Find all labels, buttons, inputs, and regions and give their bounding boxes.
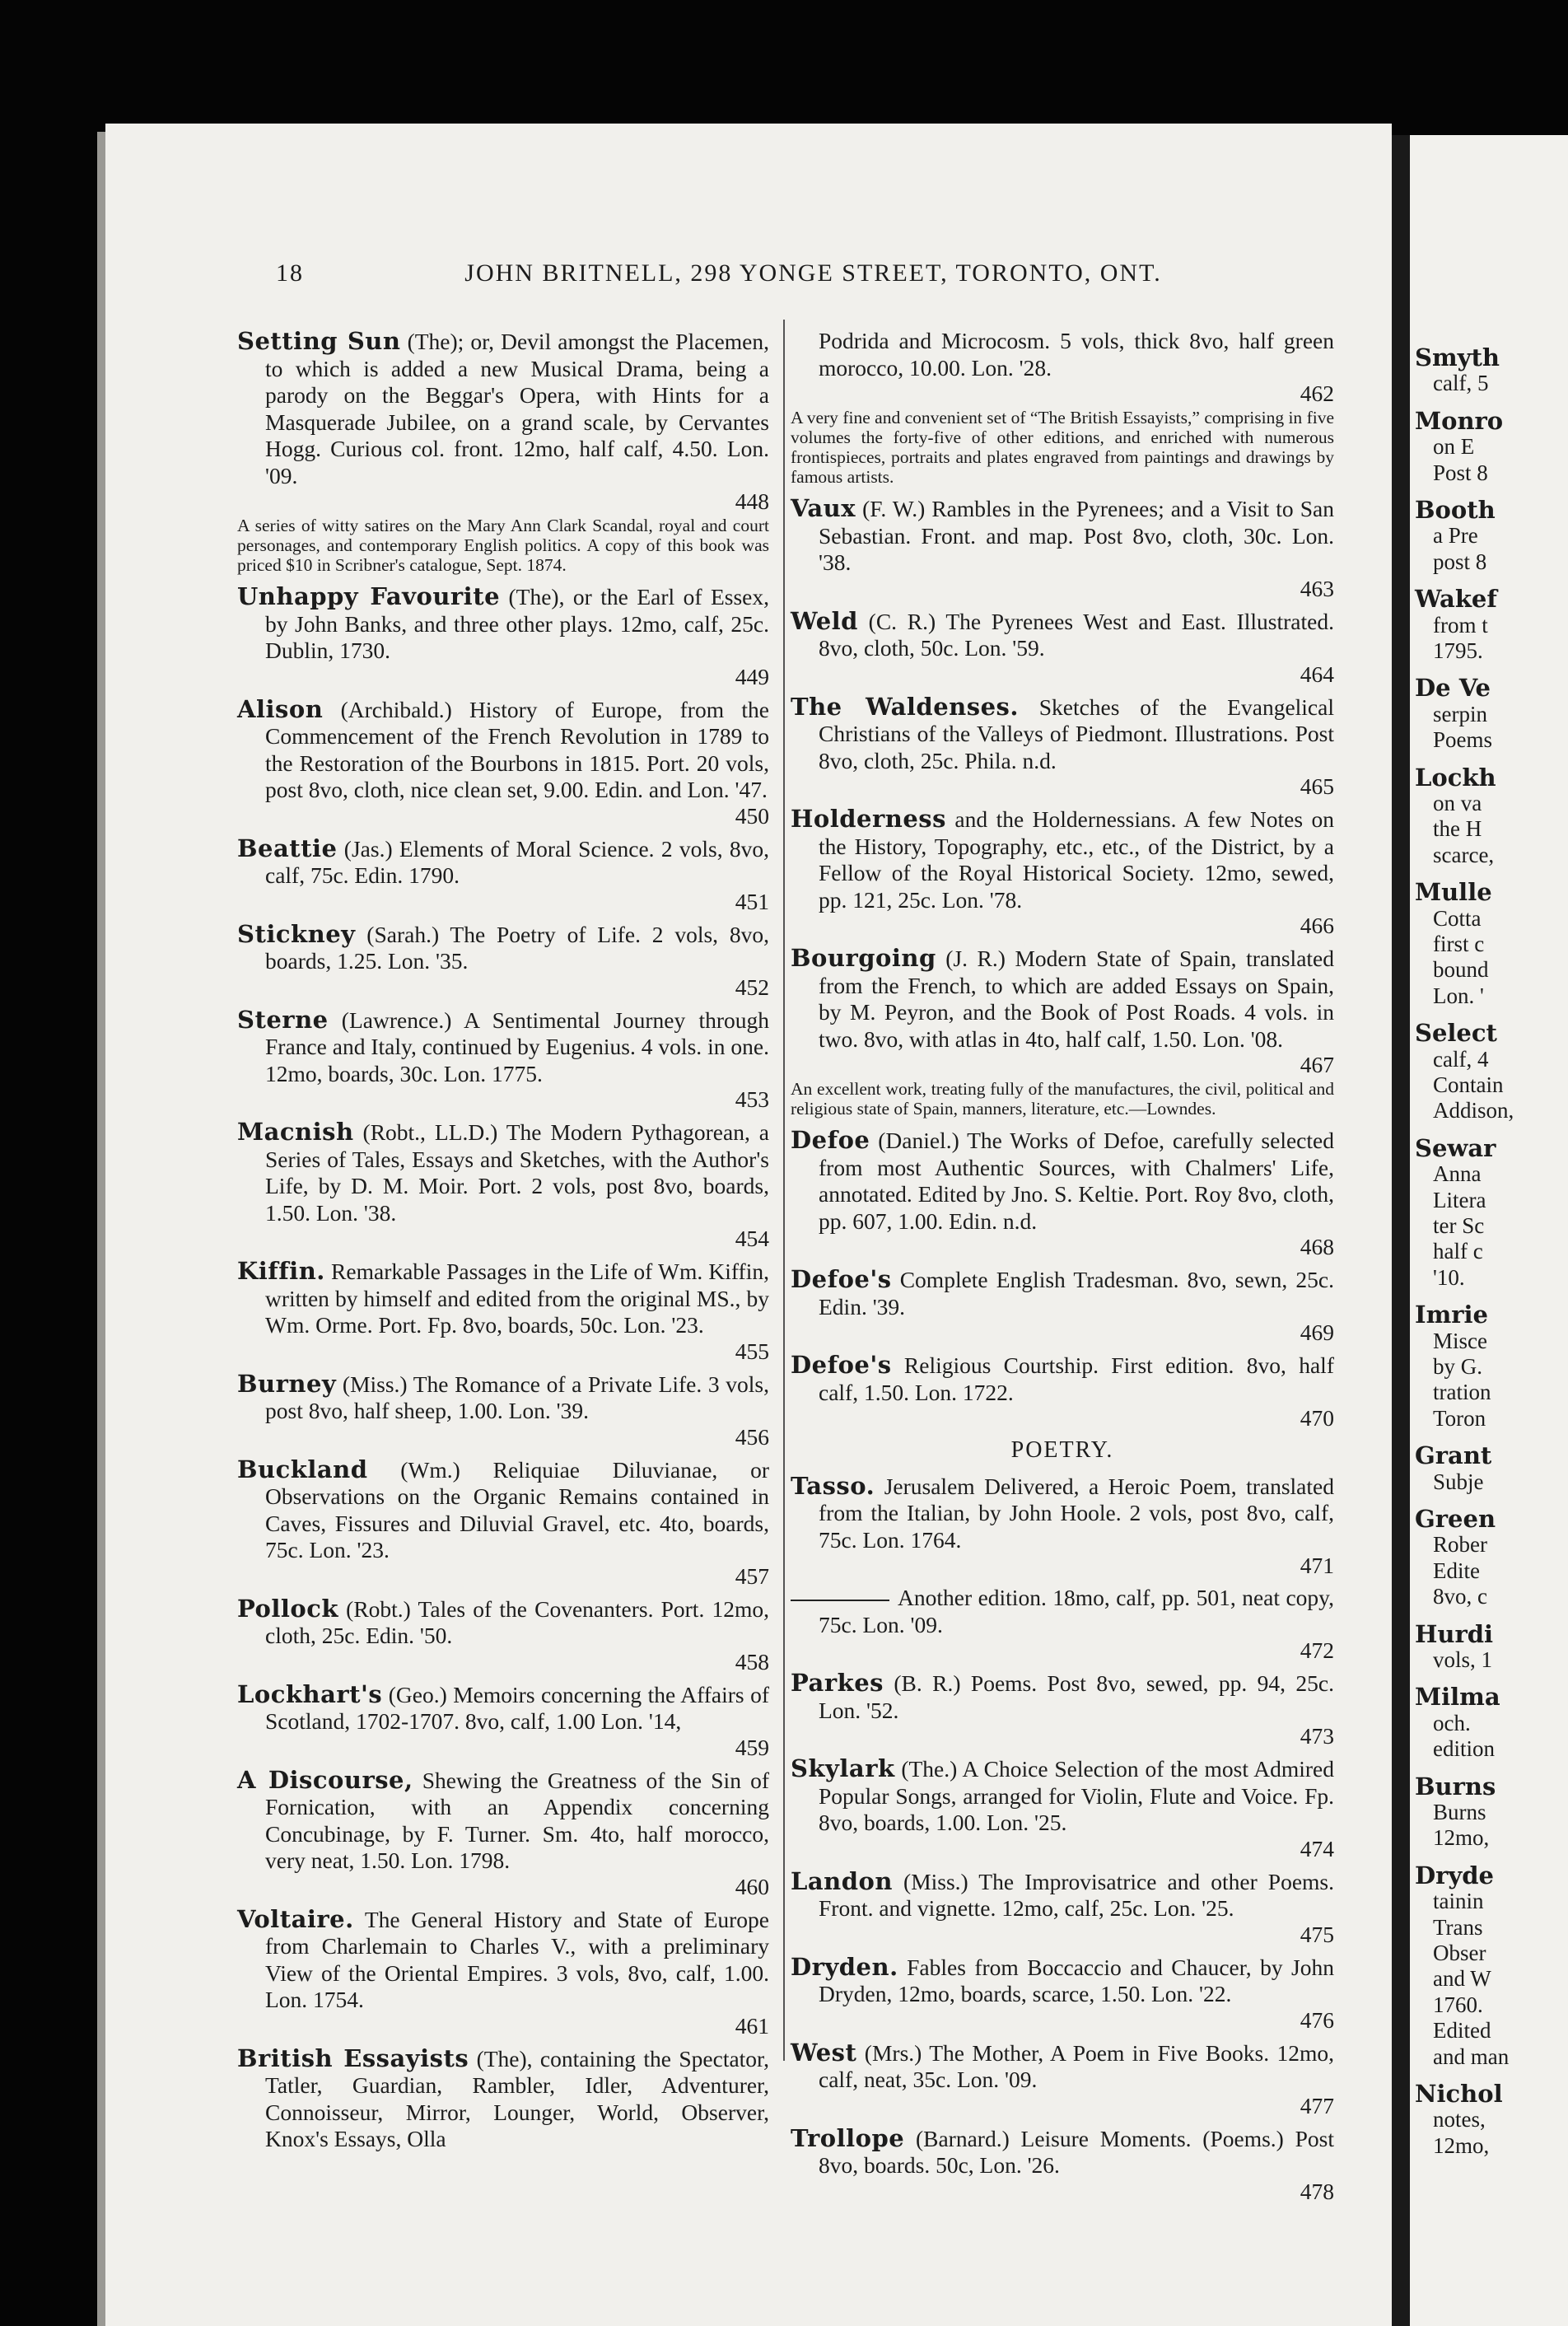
catalogue-entry xyxy=(791,945,1334,1119)
facing-page-fragment: calf, 5 xyxy=(1433,371,1489,396)
entry-text xyxy=(791,495,1334,577)
facing-page-fragment: Obser xyxy=(1433,1941,1486,1965)
entry-author: The Waldenses. xyxy=(791,692,1019,721)
lot-number: 470 xyxy=(1300,1405,1334,1431)
catalogue-entry xyxy=(791,1473,1334,1579)
facing-page-fragment: De Ve xyxy=(1415,674,1491,703)
catalogue-entry xyxy=(791,608,1334,687)
lot-number: 457 xyxy=(735,1562,769,1589)
entry-text xyxy=(791,1954,1334,2008)
facing-page-fragment: Wakef xyxy=(1415,585,1497,614)
lot-number: 475 xyxy=(1300,1921,1334,1947)
catalogue-entry xyxy=(791,694,1334,800)
entry-note: A series of witty satires on the Mary Ann Clark Scandal, royal and court personages, and contemporary English politics. A copy of this book was priced $10 in Scribner's catalogue, Sept. 1874. xyxy=(237,516,769,575)
facing-page-fragment: Sewar xyxy=(1415,1133,1496,1162)
entry-author: Defoe's xyxy=(791,1265,892,1293)
entry-description: Sketches of the Evangelical Christians of the Valleys of Piedmont. Illustrations. Post 8vo, cloth, 25c. Phila. n.d. xyxy=(819,694,1334,773)
book-spine-gutter xyxy=(1392,135,1410,2326)
lot-number: 449 xyxy=(735,663,769,689)
entry-description: (Miss.) The Romance of a Private Life. 3 vols, post 8vo, half sheep, 1.00. Lon. '39. xyxy=(265,1371,769,1423)
entry-author: Bourgoing xyxy=(791,944,936,972)
entry-description: and the Holdernessians. A few Notes on the History, Topography, etc., etc., of the District, by a Fellow of the Royal Historical Society. 12mo, sewed, pp. 121, 25c. Lon. '78. xyxy=(819,806,1334,913)
entry-author: Holderness xyxy=(791,805,946,833)
catalogue-entry xyxy=(237,1007,769,1113)
facing-page-fragment: Mulle xyxy=(1415,878,1492,907)
entry-description: The General History and State of Europe from Charlemain to Charles V., with a preliminary View of the Oriental Empires. 3 vols, 8vo, calf, 1.00. Lon. 1754. xyxy=(265,1906,769,2012)
facing-page-fragment: Anna xyxy=(1433,1161,1482,1187)
facing-page-fragment: Toron xyxy=(1433,1405,1486,1431)
lot-number: 468 xyxy=(1300,1234,1334,1259)
facing-page-fragment: Dryde xyxy=(1415,1861,1495,1889)
entry-description: Religious Courtship. First edition. 8vo, half calf, 1.50. Lon. 1722. xyxy=(819,1352,1334,1405)
lot-number: 458 xyxy=(735,1648,769,1674)
lot-number: 453 xyxy=(735,1086,769,1112)
lot-number: 455 xyxy=(735,1338,769,1364)
catalogue-entry xyxy=(791,1127,1334,1259)
catalogue-entry xyxy=(791,2039,1334,2118)
catalogue-entry xyxy=(237,1906,769,2039)
entry-author: Voltaire. xyxy=(237,1904,354,1933)
continued-entry xyxy=(791,328,1334,487)
facing-page-fragment: Rober xyxy=(1433,1532,1487,1558)
facing-page-fragment: a Pre xyxy=(1433,523,1478,549)
entry-author: Defoe's xyxy=(791,1351,892,1379)
lot-number: 474 xyxy=(1300,1835,1334,1861)
entry-description: (The.) A Choice Selection of the most Admired Popular Songs, arranged for Violin, Flute and Voice. Fp. 8vo, boards, 1.00. Lon. '25. xyxy=(819,1756,1334,1835)
entry-description: (Sarah.) The Poetry of Life. 2 vols, 8vo, boards, 1.25. Lon. '35. xyxy=(265,921,769,974)
entry-text xyxy=(791,2039,1334,2094)
facing-page-fragment: 12mo, xyxy=(1433,1825,1490,1851)
entry-text xyxy=(237,1119,769,1226)
facing-page-fragment: on E xyxy=(1433,434,1475,460)
entry-author: Defoe xyxy=(791,1126,870,1154)
facing-page-fragment: Edited xyxy=(1433,2018,1491,2043)
facing-page-fragment: Litera xyxy=(1433,1187,1486,1212)
facing-page-fragment: ter Sc xyxy=(1433,1213,1485,1238)
catalogue-entry xyxy=(237,1456,769,1589)
lot-number: 460 xyxy=(735,1873,769,1899)
facing-page-fragment: the H xyxy=(1433,816,1482,842)
entry-text xyxy=(791,1585,1334,1638)
facing-page-fragment: serpin xyxy=(1433,701,1487,726)
catalogue-entry xyxy=(791,495,1334,601)
lot-number: 469 xyxy=(1300,1319,1334,1345)
facing-page-fragment: 8vo, c xyxy=(1433,1584,1487,1609)
facing-page-fragment: scarce, xyxy=(1433,842,1495,867)
facing-page-fragment: half c xyxy=(1433,1239,1483,1264)
facing-page-fragment: Misce xyxy=(1433,1328,1487,1353)
right-entries xyxy=(791,495,1334,1431)
facing-page-fragment: Lon. ' xyxy=(1433,983,1484,1008)
facing-page-fragment: Burns xyxy=(1433,1800,1486,1824)
entry-description: (C. R.) The Pyrenees West and East. Illustrated. 8vo, cloth, 50c. Lon. '59. xyxy=(819,608,1334,661)
lot-number: 462 xyxy=(1300,381,1334,406)
facing-page-fragment: Subje xyxy=(1433,1469,1484,1494)
facing-page-fragment: notes, xyxy=(1433,2107,1486,2132)
facing-page-fragment: first c xyxy=(1433,932,1485,956)
catalogue-entry xyxy=(791,2125,1334,2204)
entry-text xyxy=(237,2045,769,2153)
facing-page-fragment: Imrie xyxy=(1415,1301,1488,1329)
lot-number: 464 xyxy=(1300,661,1334,687)
catalogue-entry xyxy=(237,1595,769,1674)
catalogue-entry xyxy=(237,1681,769,1760)
facing-page-fragment: Booth xyxy=(1415,496,1496,524)
catalogue-entry xyxy=(237,921,769,1000)
facing-page-fragment: Edite xyxy=(1433,1558,1480,1583)
entry-description: (Barnard.) Leisure Moments. (Poems.) Post 8vo, boards. 50c, Lon. '26. xyxy=(819,2125,1334,2178)
lot-number: 466 xyxy=(1300,913,1334,938)
entry-description: (The), containing the Spectator, Tatler, Guardian, Rambler, Idler, Adventurer, Connoisseur, Mirror, Lounger, World, Observer, Knox's Essays, Olla xyxy=(265,2045,769,2151)
entry-description: Complete English Tradesman. 8vo, sewn, 25c. Edin. '39. xyxy=(819,1267,1334,1319)
entry-text xyxy=(237,1258,769,1339)
entry-text xyxy=(791,1755,1334,1837)
facing-page-fragment: Nichol xyxy=(1415,2080,1503,2108)
column-divider xyxy=(783,320,785,2061)
entry-text xyxy=(791,1127,1334,1235)
entry-author: Landon xyxy=(791,1866,893,1895)
facing-page-fragment: tration xyxy=(1433,1380,1491,1405)
facing-page-fragment: tainin xyxy=(1433,1889,1484,1914)
entry-text xyxy=(237,328,769,489)
entry-author: Unhappy Favourite xyxy=(237,582,501,610)
entry-author: West xyxy=(791,2038,857,2067)
entry-text xyxy=(791,694,1334,775)
lot-number: 473 xyxy=(1300,1723,1334,1749)
lot-number: 477 xyxy=(1300,2092,1334,2118)
entry-description: (Archibald.) History of Europe, from the Commencement of the French Revolution in 1789 to the Restoration of the Bourbons in 1815. Port. 20 vols, post 8vo, cloth, nice clean set, 9.00. Edin. and Lon. '47. xyxy=(265,696,769,802)
entry-author: Tasso. xyxy=(791,1471,875,1500)
section-heading: POETRY. xyxy=(1010,1437,1114,1463)
facing-page-fragment: Post 8 xyxy=(1433,460,1488,485)
entry-text xyxy=(791,1868,1334,1922)
facing-page-fragment: Green xyxy=(1415,1505,1496,1533)
lot-number: 448 xyxy=(735,488,769,514)
running-title: JOHN BRITNELL, 298 YONGE STREET, TORONTO, ONT. xyxy=(464,259,1162,287)
entry-text xyxy=(791,1473,1334,1554)
facing-page-fragment: Milma xyxy=(1415,1683,1500,1712)
facing-page-fragment: Lockh xyxy=(1415,763,1496,792)
entry-description: (Jas.) Elements of Moral Science. 2 vols, 8vo, calf, 75c. Edin. 1790. xyxy=(265,835,769,888)
facing-page-fragment: Monro xyxy=(1415,406,1504,435)
catalogue-entry xyxy=(237,1119,769,1251)
facing-page-fragment: Burns xyxy=(1415,1772,1496,1801)
lot-number: 476 xyxy=(1300,2006,1334,2033)
entry-author: A Discourse, xyxy=(237,1765,413,1794)
entry-author: Alison xyxy=(237,694,324,723)
entry-text xyxy=(791,945,1334,1053)
facing-page-fragment: and W xyxy=(1433,1966,1491,1992)
catalogue-entry xyxy=(237,583,769,689)
facing-page-fragment: edition xyxy=(1433,1736,1495,1762)
lot-number: 463 xyxy=(1300,575,1334,601)
facing-page-fragment: from t xyxy=(1433,612,1488,638)
facing-page-fragment: Smyth xyxy=(1415,343,1500,371)
page-number: 18 xyxy=(276,259,304,287)
facing-page-fragment: 1795. xyxy=(1433,638,1483,663)
facing-page-fragment: Poems xyxy=(1433,727,1493,753)
lot-number: 459 xyxy=(735,1734,769,1760)
catalogue-entry xyxy=(791,1868,1334,1947)
entry-description: (B. R.) Poems. Post 8vo, sewed, pp. 94, 25c. Lon. '52. xyxy=(819,1670,1334,1723)
facing-page-fragment: Cotta xyxy=(1433,905,1482,931)
facing-page-fragment: on va xyxy=(1433,791,1482,815)
lot-number: 471 xyxy=(1300,1553,1334,1578)
facing-page-fragment: and man xyxy=(1433,2043,1510,2069)
entry-author: Beattie xyxy=(237,834,338,862)
entry-text xyxy=(237,921,769,975)
entry-text xyxy=(237,1371,769,1425)
entry-text xyxy=(791,1670,1334,1724)
lot-number: 465 xyxy=(1300,773,1334,799)
entry-description: (Lawrence.) A Sentimental Journey through France and Italy, continued by Eugenius. 4 vols. in one. 12mo, boards, 30c. Lon. 1775. xyxy=(265,1007,769,1086)
entry-note: A very fine and convenient set of “The British Essayists,” comprising in five volumes the forty-five of other editions, and enriched with numerous frontispieces, portraits and plates engraved from paintings and drawings by famous artists. xyxy=(791,408,1334,487)
catalogue-entry xyxy=(791,1954,1334,2033)
entry-text xyxy=(237,835,769,890)
entry-description: (Daniel.) The Works of Defoe, carefully selected from most Authentic Sources, with Chalmers' Life, annotated. Edited by Jno. S. Keltie. Port. Roy 8vo, cloth, pp. 607, 1.00. Edin. n.d. xyxy=(819,1128,1334,1234)
entry-text xyxy=(237,696,769,804)
entry-author: Parkes xyxy=(791,1669,884,1697)
facing-page-fragment: 12mo, xyxy=(1433,2132,1490,2158)
entry-author: Buckland xyxy=(237,1455,368,1483)
ditto-rule xyxy=(791,1600,889,1601)
entry-author: British Essayists xyxy=(237,2043,469,2072)
facing-page-fragment: Addison, xyxy=(1433,1098,1514,1123)
lot-number: 456 xyxy=(735,1423,769,1450)
entry-description: (J. R.) Modern State of Spain, translated from the French, to which are added Essays on Spain, by M. Peyron, and the Book of Post Roads. 4 vols. in two. 8vo, with atlas in 4to, half calf, 1.50. Lon. '08. xyxy=(819,946,1334,1052)
facing-page-fragment: bound xyxy=(1433,957,1489,983)
entry-author: Sterne xyxy=(237,1005,329,1034)
page-header xyxy=(276,256,1334,291)
facing-page-fragment: 1760. xyxy=(1433,1992,1483,2017)
facing-page-fragment: post 8 xyxy=(1433,549,1487,574)
entry-author: Stickney xyxy=(237,919,356,948)
entry-text xyxy=(791,1266,1334,1320)
facing-page-fragment: vols, 1 xyxy=(1433,1647,1493,1672)
entry-text xyxy=(237,1007,769,1088)
lot-number: 454 xyxy=(735,1226,769,1251)
catalogue-entry xyxy=(791,1585,1334,1663)
facing-page-fragment: Select xyxy=(1415,1019,1497,1048)
entry-description: Shewing the Greatness of the Sin of Fornication, with an Appendix concerning Concubinage, by F. Turner. Sm. 4to, half morocco, very neat, 1.50. Lon. 1798. xyxy=(265,1767,770,1873)
entry-author: Trollope xyxy=(791,2123,905,2152)
catalogue-entry xyxy=(791,806,1334,938)
entry-text: Podrida and Microcosm. 5 vols, thick 8vo, half green morocco, 10.00. Lon. '28. xyxy=(819,328,1334,381)
lot-number: 467 xyxy=(1300,1052,1334,1077)
entry-description: (The); or, Devil amongst the Placemen, to which is added a new Musical Drama, being a parody on the Beggar's Opera, with Hints for a Masquerade Jubilee, on a grand scale, by Cervantes Hogg. Curious col. front. 12mo, half calf, 4.50. Lon. '09. xyxy=(265,329,769,488)
facing-page-fragment: '10. xyxy=(1433,1264,1465,1290)
entry-description: (Miss.) The Improvisatrice and other Poems. Front. and vignette. 12mo, calf, 25c. Lon. '25. xyxy=(819,1868,1334,1921)
entry-author: Kiffin. xyxy=(237,1257,325,1285)
entry-text xyxy=(791,1352,1334,1406)
lot-number: 451 xyxy=(735,888,769,914)
entry-description: Fables from Boccaccio and Chaucer, by John Dryden, 12mo, boards, scarce, 1.50. Lon. '22. xyxy=(819,1954,1334,2006)
entry-description: (F. W.) Rambles in the Pyrenees; and a Visit to San Sebastian. Front. and map. Post 8vo, cloth, 30c. Lon. '38. xyxy=(819,496,1334,575)
lot-number: 461 xyxy=(735,2012,769,2039)
entry-author: Setting Sun xyxy=(237,327,401,355)
entry-text xyxy=(237,1906,769,2014)
facing-page-fragment: Grant xyxy=(1415,1441,1492,1470)
entry-text xyxy=(237,1456,769,1564)
entry-author: Pollock xyxy=(237,1594,338,1623)
entry-author: Weld xyxy=(791,606,858,635)
right-column xyxy=(791,328,1334,2211)
lot-number: 478 xyxy=(1300,2178,1334,2204)
entry-text xyxy=(237,1767,769,1875)
entry-text xyxy=(237,583,769,665)
catalogue-entry xyxy=(791,1266,1334,1345)
catalogue-entry xyxy=(791,1755,1334,1861)
catalogue-entry xyxy=(791,1352,1334,1431)
catalogue-entry xyxy=(237,835,769,914)
catalogue-entry xyxy=(237,328,769,575)
poetry-entries xyxy=(791,1473,1334,2204)
entry-author: Macnish xyxy=(237,1118,354,1146)
facing-page-fragment: Hurdi xyxy=(1415,1619,1494,1648)
catalogue-entry xyxy=(237,1258,769,1364)
facing-page-fragment: by G. xyxy=(1433,1354,1482,1379)
entry-author: Lockhart's xyxy=(237,1679,383,1708)
entry-description: (Robt., LL.D.) The Modern Pythagorean, a Series of Tales, Essays and Sketches, with the Author's Life, by D. M. Moir. Port. 2 vols, post 8vo, boards, 1.50. Lon. '38. xyxy=(265,1119,769,1226)
entry-text xyxy=(791,2125,1334,2179)
catalogue-entry xyxy=(237,1767,769,1899)
facing-page-fragment: Contain xyxy=(1433,1072,1504,1097)
facing-page-fragment: och. xyxy=(1433,1710,1471,1735)
facing-page-fragment: Trans xyxy=(1433,1914,1483,1940)
entry-text xyxy=(791,608,1334,662)
catalogue-entry xyxy=(237,696,769,829)
lot-number: 472 xyxy=(1300,1637,1334,1663)
entry-description: (Geo.) Memoirs concerning the Affairs of Scotland, 1702-1707. 8vo, calf, 1.00 Lon. '14, xyxy=(265,1681,769,1734)
entry-author: Dryden. xyxy=(791,1952,898,1981)
entry-description: (Wm.) Reliquiae Diluvianae, or Observations on the Organic Remains contained in Caves, Fissures and Diluvial Gravel, etc. 4to, boards, 75c. Lon. '23. xyxy=(265,1456,769,1562)
entry-description: (Mrs.) The Mother, A Poem in Five Books. 12mo, calf, neat, 35c. Lon. '09. xyxy=(819,2039,1334,2092)
entry-description: Jerusalem Delivered, a Heroic Poem, translated from the Italian, by John Hoole. 2 vols, post 8vo, calf, 75c. Lon. 1764. xyxy=(819,1473,1334,1553)
entry-description: (Robt.) Tales of the Covenanters. Port. 12mo, cloth, 25c. Edin. '50. xyxy=(265,1595,769,1648)
lot-number: 452 xyxy=(735,974,769,1000)
entry-text xyxy=(237,1681,769,1735)
entry-author: Vaux xyxy=(791,494,856,522)
entry-text xyxy=(791,806,1334,913)
entry-description: (The), or the Earl of Essex, by John Banks, and three other plays. 12mo, calf, 25c. Dublin, 1730. xyxy=(265,584,769,663)
facing-page-fragment: calf, 4 xyxy=(1433,1046,1489,1072)
lot-number: 450 xyxy=(735,802,769,829)
entry-description: Another edition. 18mo, calf, pp. 501, neat copy, 75c. Lon. '09. xyxy=(819,1585,1334,1637)
entry-note: An excellent work, treating fully of the manufactures, the civil, political and religious state of Spain, manners, literature, etc.—Lowndes. xyxy=(791,1079,1334,1119)
catalogue-entry xyxy=(237,2045,769,2153)
facing-page xyxy=(1410,135,1568,2326)
entry-text xyxy=(237,1595,769,1650)
catalogue-entry xyxy=(791,1670,1334,1749)
entry-description: Remarkable Passages in the Life of Wm. Kiffin, written by himself and edited from the original MS., by Wm. Orme. Port. Fp. 8vo, boards, 50c. Lon. '23. xyxy=(265,1259,769,1338)
catalogue-entry xyxy=(237,1371,769,1450)
entry-author: Burney xyxy=(237,1369,337,1398)
left-column xyxy=(237,328,769,2160)
entry-author: Skylark xyxy=(791,1754,895,1782)
